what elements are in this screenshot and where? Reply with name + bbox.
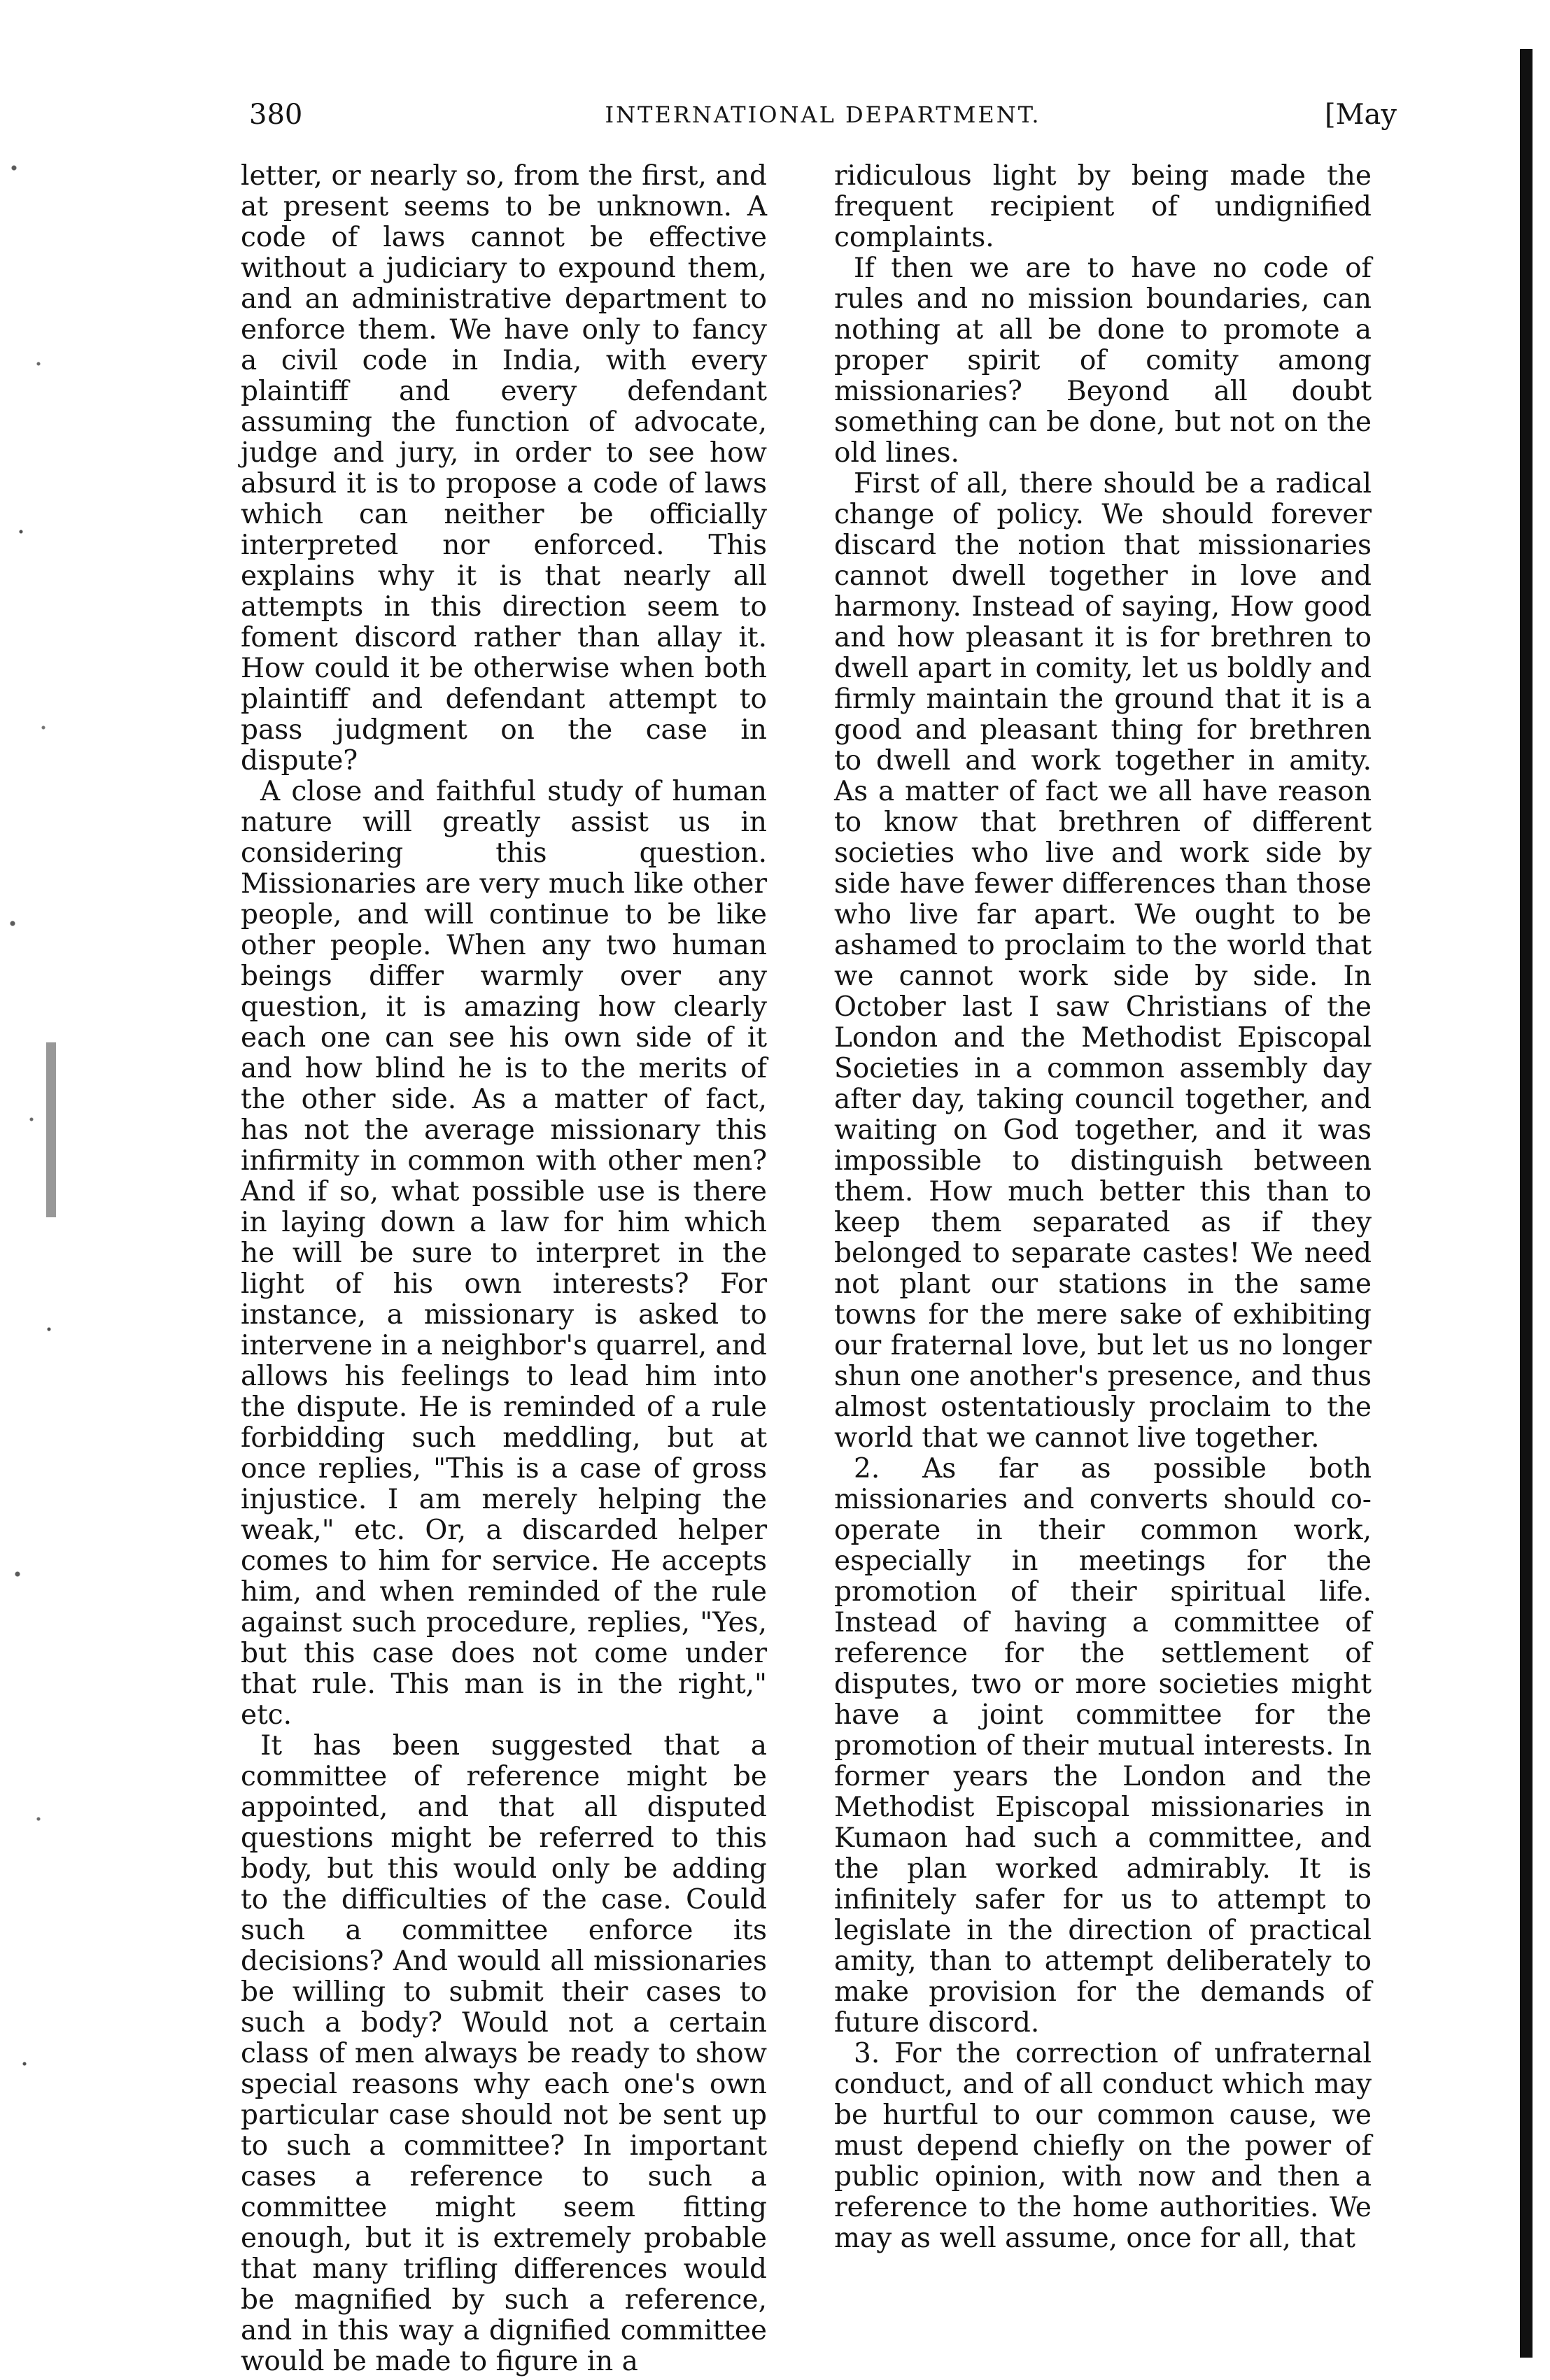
right-paragraph-4: 2. As far as possible both missionaries and converts should co-operate in their common work, especially in meetings for the promotion of their spiritual life. Instead of having a committee of reference for the settlement of disputes, two or more societies might have a joint committee for the promotion of their mutual interests. In former years the London and the Methodist Episcopal missionaries in Kumaon had such a committee, and the plan worked admirably. It is infinitely safer for us to attempt to legislate in the direction of practical amity, than to attempt deliberately to make provision for the demands of future discord.	[834, 1453, 1372, 2039]
scan-right-edge-rule	[1520, 49, 1533, 2358]
left-paragraph-2: A close and faithful study of human nature will greatly assist us in considering this question. Missionaries are very much like other people, and will continue to be like other people. When any two human beings differ warmly over any question, it is amazing how clearly each one can see his own side of it and how blind he is to the merits of the other side. As a matter of fact, has not the average missionary this infirmity in common with other men? And if so, what possible use is there in laying down a law for him which he will be sure to interpret in the light of his own interests? For instance, a missionary is asked to intervene in a neighbor's quarrel, and allows his feelings to lead him into the dispute. He is reminded of a rule forbidding such meddling, but at once replies, "This is a case of gross injustice. I am merely helping the weak," etc. Or, a discarded helper comes to him for service. He accepts him, and when reminded of the rule against such procedure, replies, "Yes, but this case does not come under that rule. This man is in the right," etc.	[241, 776, 767, 1731]
left-paragraph-1: letter, or nearly so, from the first, and at present seems to be unknown. A code of laws cannot be effective without a judiciary to expound them, and an administrative department to enforce them. We have only to fancy a civil code in India, with every plaintiff and every defendant assuming the function of advocate, judge and jury, in order to see how absurd it is to propose a code of laws which can neither be officially interpreted nor enforced. This explains why it is that nearly all attempts in this direction seem to foment discord rather than allay it. How could it be otherwise when both plaintiff and defendant attempt to pass judgment on the case in dispute?	[241, 160, 767, 777]
scan-margin-blot	[46, 1042, 56, 1217]
running-date: [May	[1324, 99, 1397, 131]
page-number: 380	[249, 99, 303, 131]
right-paragraph-2: If then we are to have no code of rules and no mission boundaries, can nothing at all be done to promote a proper spirit of comity among missionaries? Beyond all doubt something can be done, but not on the old lines.	[834, 253, 1372, 469]
left-paragraph-3: It has been suggested that a committee of reference might be appointed, and that all disputed questions might be referred to this body, but this would only be adding to the difficulties of the case. Could such a committee enforce its decisions? And would all missionaries be willing to submit their cases to such a body? Would not a certain class of men always be ready to show special reasons why each one's own particular case should not be sent up to such a committee? In important cases a reference to such a committee might seem fitting enough, but it is extremely probable that many trifling differences would be magnified by such a reference, and in this way a dignified committee would be made to figure in a	[241, 1730, 767, 2377]
right-paragraph-1: ridiculous light by being made the frequent recipient of undignified complaints.	[834, 160, 1372, 253]
right-paragraph-3: First of all, there should be a radical change of policy. We should forever discard the notion that missionaries cannot dwell together in love and harmony. Instead of saying, How good and how pleasant it is for brethren to dwell apart in comity, let us boldly and firmly maintain the ground that it is a good and pleasant thing for brethren to dwell and work together in amity. As a matter of fact we all have reason to know that brethren of different societies who live and work side by side have fewer differences than those who live far apart. We ought to be ashamed to proclaim to the world that we cannot work side by side. In October last I saw Christians of the London and the Methodist Episcopal Societies in a common assembly day after day, taking council together, and waiting on God together, and it was impossible to distinguish between them. How much better this than to keep them separated as if they belonged to separate castes! We need not plant our stations in the same towns for the mere sake of exhibiting our fraternal love, but let us no longer shun one another's presence, and thus almost ostentatiously proclaim to the world that we cannot live together.	[834, 468, 1372, 1454]
right-paragraph-5: 3. For the correction of unfraternal conduct, and of all conduct which may be hurtful to our common cause, we must depend chiefly on the power of public opinion, with now and then a reference to the home authorities. We may as well assume, once for all, that	[834, 2038, 1372, 2254]
running-title: INTERNATIONAL DEPARTMENT.	[605, 101, 1041, 128]
left-column	[241, 160, 767, 2377]
page-header	[249, 95, 1397, 134]
right-column	[834, 161, 1372, 2351]
